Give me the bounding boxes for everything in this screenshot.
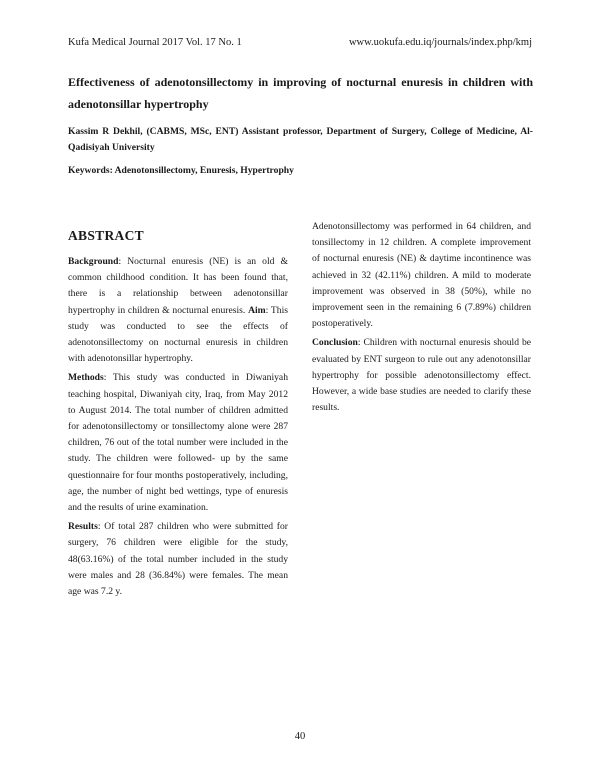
aim-label: Aim xyxy=(248,304,266,316)
aim-text: : This study was conducted to see the effects of adenotonsillectomy on nocturnal enuresis in children with adenotonsillar hypertrophy. xyxy=(68,304,288,365)
conclusion-text: : Children with nocturnal enuresis should be evaluated by ENT surgeon to rule out any adenotonsillar hypertrophy for possible adenotonsillectomy effect. However, a wide base studies are needed to clarify these results. xyxy=(312,337,531,414)
results-continuation: Adenotonsillectomy was performed in 64 children, and tonsillectomy in 12 children. A complete improvement of nocturnal enuresis (NE) & daytime incontinence was achieved in 32 (42.11%) children. A mild to moderate improvement was observed in 38 (50%), while no improvement seen in the remaining 6 (7.89%) children postoperatively. xyxy=(312,221,531,330)
results-paragraph xyxy=(68,519,288,600)
results-label: Results xyxy=(68,521,98,533)
journal-header: Kufa Medical Journal 2017 Vol. 17 No. 1 xyxy=(68,37,242,48)
abstract-left-column xyxy=(68,254,288,603)
background-text: : Nocturnal enuresis (NE) is an old & common childhood condition. It has been found that, there is a relationship between adenotonsillar hypertrophy in children & nocturnal enuresis. xyxy=(68,256,288,316)
article-title: Effectiveness of adenotonsillectomy in improving of nocturnal enuresis in children with adenotonsillar hypertrophy xyxy=(68,75,533,111)
background-label: Background xyxy=(68,256,119,267)
abstract-heading: ABSTRACT xyxy=(68,228,144,243)
results-text: : Of total 287 children who were submitted for surgery, 76 children were eligible for the study, 48(63.16%) of the total number included in the study were males and 28 (36.84%) were females. The mean age was 7.2 y. xyxy=(68,521,288,598)
author-affiliation: Kassim R Dekhil, (CABMS, MSc, ENT) Assistant professor, Department of Surgery, College of Medicine, Al-Qadisiyah University xyxy=(68,126,533,153)
methods-text: : This study was conducted in Diwaniyah teaching hospital, Diwaniyah city, Iraq, from May 2012 to August 2014. The total number of children admitted for adenotonsillectomy or tonsillectomy alone were 287 children, 76 out of the total number were included in the study. The children were followed- up by the same questionnaire for four months postoperatively, including, age, the number of night bed wettings, type of enuresis and the results of urine examination. xyxy=(68,372,288,514)
abstract-right-column xyxy=(312,219,531,419)
journal-url[interactable]: www.uokufa.edu.iq/journals/index.php/kmj xyxy=(348,37,532,48)
keywords: Keywords: Adenotonsillectomy, Enuresis, Hypertrophy xyxy=(68,165,294,176)
methods-label: Methods xyxy=(68,372,104,384)
background-paragraph xyxy=(68,254,288,367)
methods-paragraph xyxy=(68,370,288,516)
conclusion-label: Conclusion xyxy=(312,337,358,349)
conclusion-paragraph xyxy=(312,335,531,416)
page-number: 40 xyxy=(294,731,306,742)
